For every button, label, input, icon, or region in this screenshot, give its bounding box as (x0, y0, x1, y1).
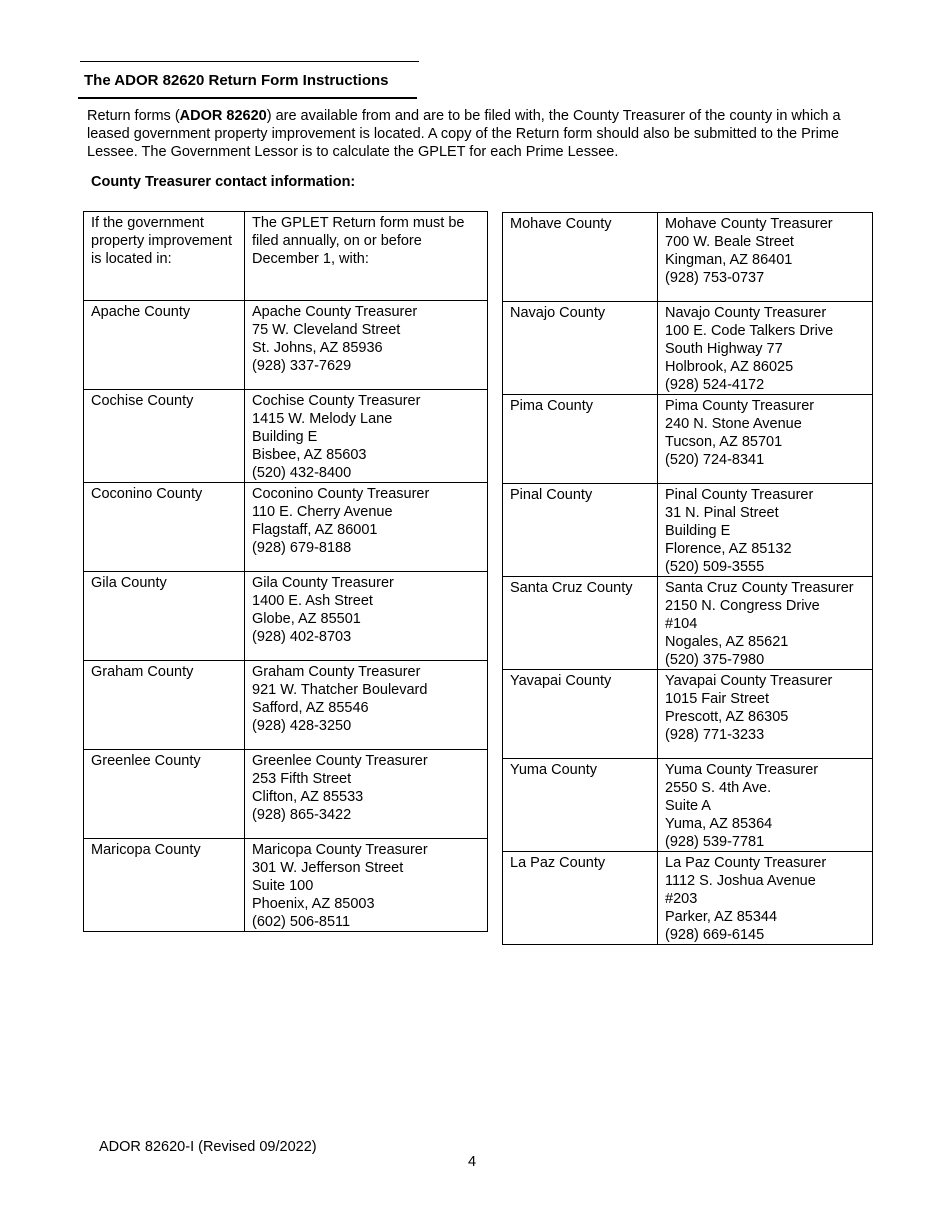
treasurer-contact: Navajo County Treasurer 100 E. Code Talkers Drive South Highway 77 Holbrook, AZ 86025 (928) 524-4172 (658, 302, 873, 395)
county-name: Pinal County (503, 484, 658, 577)
table-row (503, 670, 873, 759)
title-underline (78, 97, 417, 99)
table-row (84, 839, 488, 932)
county-name: Pima County (503, 395, 658, 484)
county-name: Yavapai County (503, 670, 658, 759)
table-row (503, 759, 873, 852)
table-row (503, 302, 873, 395)
treasurer-contact: Greenlee County Treasurer 253 Fifth Street Clifton, AZ 85533 (928) 865-3422 (245, 750, 488, 839)
table-row (503, 852, 873, 945)
county-name: Navajo County (503, 302, 658, 395)
treasurer-contact: La Paz County Treasurer 1112 S. Joshua Avenue #203 Parker, AZ 85344 (928) 669-6145 (658, 852, 873, 945)
treasurer-contact: Yavapai County Treasurer 1015 Fair Street Prescott, AZ 86305 (928) 771-3233 (658, 670, 873, 759)
intro-text-start: Return forms ( (87, 108, 180, 124)
page-number: 4 (468, 1154, 477, 1170)
treasurer-contact: Coconino County Treasurer 110 E. Cherry Avenue Flagstaff, AZ 86001 (928) 679-8188 (245, 483, 488, 572)
treasurer-contact: Maricopa County Treasurer 301 W. Jefferson Street Suite 100 Phoenix, AZ 85003 (602) 506-8511 (245, 839, 488, 932)
treasurer-contact: Cochise County Treasurer 1415 W. Melody Lane Building E Bisbee, AZ 85603 (520) 432-8400 (245, 390, 488, 483)
table-row (503, 213, 873, 302)
treasurer-contact: Gila County Treasurer 1400 E. Ash Street Globe, AZ 85501 (928) 402-8703 (245, 572, 488, 661)
county-name: Greenlee County (84, 750, 245, 839)
treasurer-contact: Yuma County Treasurer 2550 S. 4th Ave. Suite A Yuma, AZ 85364 (928) 539-7781 (658, 759, 873, 852)
header-location: If the government property improvement is located in: (84, 212, 245, 301)
form-number: ADOR 82620 (179, 108, 267, 124)
county-name: Mohave County (503, 213, 658, 302)
table-row (84, 572, 488, 661)
intro-text-end: ) are available from and are to be filed with, the County Treasurer of the county in which a leased government property improvement is located. A copy of the Return form should also be submitted to the Prime Lessee. The Government Lessor is to calculate the GPLET for each Prime Lessee. (87, 108, 841, 160)
county-table-left (83, 211, 488, 932)
treasurer-contact: Santa Cruz County Treasurer 2150 N. Congress Drive #104 Nogales, AZ 85621 (520) 375-7980 (658, 577, 873, 670)
top-rule (80, 61, 419, 62)
county-name: La Paz County (503, 852, 658, 945)
county-name: Apache County (84, 301, 245, 390)
table-row (84, 750, 488, 839)
table-row (84, 301, 488, 390)
treasurer-contact: Apache County Treasurer 75 W. Cleveland Street St. Johns, AZ 85936 (928) 337-7629 (245, 301, 488, 390)
treasurer-contact: Graham County Treasurer 921 W. Thatcher Boulevard Safford, AZ 85546 (928) 428-3250 (245, 661, 488, 750)
table-row (503, 577, 873, 670)
header-filing: The GPLET Return form must be filed annually, on or before December 1, with: (245, 212, 488, 301)
county-name: Graham County (84, 661, 245, 750)
treasurer-contact: Pima County Treasurer 240 N. Stone Avenue Tucson, AZ 85701 (520) 724-8341 (658, 395, 873, 484)
county-name: Santa Cruz County (503, 577, 658, 670)
intro-paragraph (87, 107, 882, 161)
county-table-right (502, 212, 873, 945)
table-row (503, 484, 873, 577)
table-row (84, 483, 488, 572)
table-row (503, 395, 873, 484)
county-name: Coconino County (84, 483, 245, 572)
treasurer-contact: Pinal County Treasurer 31 N. Pinal Street Building E Florence, AZ 85132 (520) 509-3555 (658, 484, 873, 577)
treasurer-contact: Mohave County Treasurer 700 W. Beale Street Kingman, AZ 86401 (928) 753-0737 (658, 213, 873, 302)
county-name: Gila County (84, 572, 245, 661)
county-name: Maricopa County (84, 839, 245, 932)
table-row (84, 661, 488, 750)
contacts-heading: County Treasurer contact information: (91, 174, 356, 190)
county-name: Yuma County (503, 759, 658, 852)
table-header-row (84, 212, 488, 301)
form-revision: ADOR 82620-I (Revised 09/2022) (99, 1139, 317, 1155)
county-name: Cochise County (84, 390, 245, 483)
section-title: The ADOR 82620 Return Form Instructions (84, 72, 389, 89)
table-row (84, 390, 488, 483)
